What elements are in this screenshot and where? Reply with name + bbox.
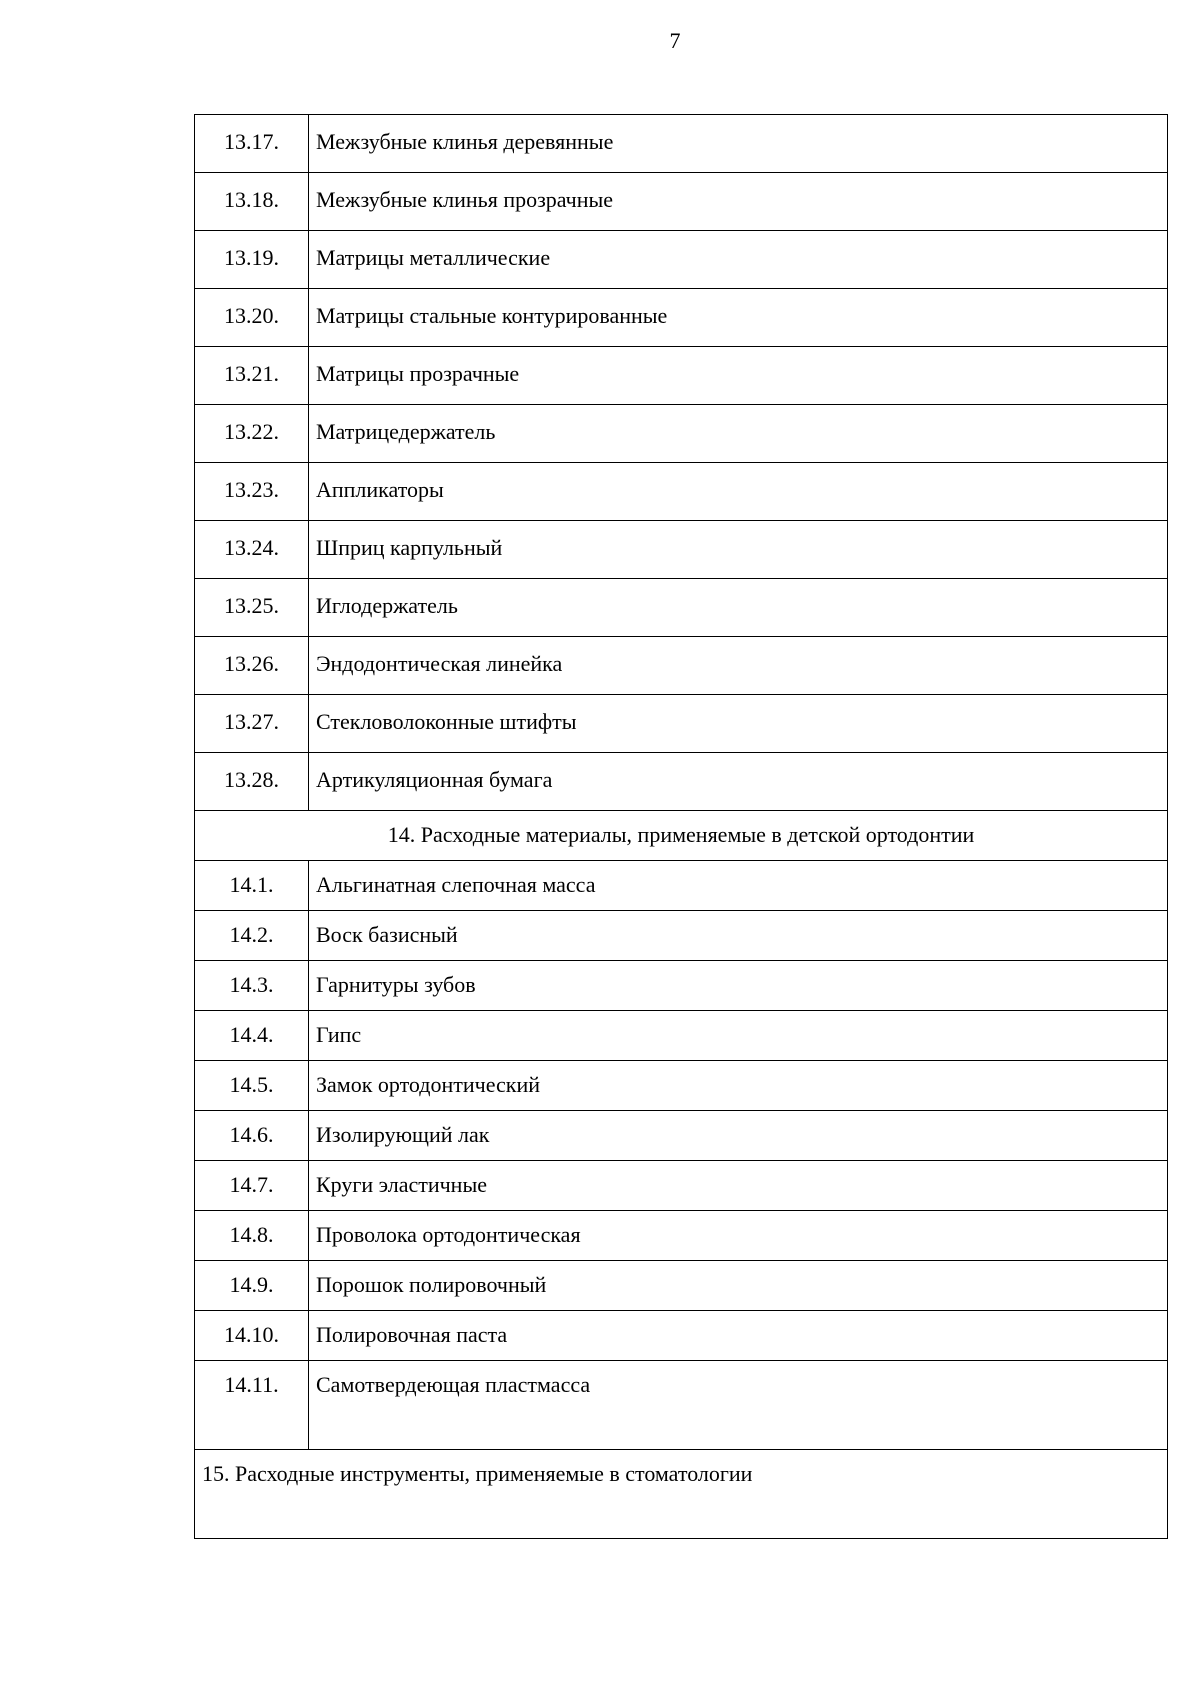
item-number: 13.27. bbox=[195, 695, 309, 753]
item-number: 14.4. bbox=[195, 1011, 309, 1061]
table-row bbox=[195, 231, 1168, 289]
item-name: Альгинатная слепочная масса bbox=[309, 861, 1168, 911]
section-heading-row bbox=[195, 811, 1168, 861]
item-number: 13.17. bbox=[195, 115, 309, 173]
item-number: 13.19. bbox=[195, 231, 309, 289]
table-row bbox=[195, 289, 1168, 347]
table-row bbox=[195, 521, 1168, 579]
table-row bbox=[195, 173, 1168, 231]
item-number: 14.10. bbox=[195, 1311, 309, 1361]
item-name: Матрицы металлические bbox=[309, 231, 1168, 289]
table-row bbox=[195, 463, 1168, 521]
item-number: 13.21. bbox=[195, 347, 309, 405]
item-name: Самотвердеющая пластмасса bbox=[309, 1361, 1168, 1450]
page-number: 7 bbox=[669, 28, 681, 53]
table-row bbox=[195, 1261, 1168, 1311]
item-name: Межзубные клинья деревянные bbox=[309, 115, 1168, 173]
table-row bbox=[195, 1211, 1168, 1261]
item-name: Межзубные клинья прозрачные bbox=[309, 173, 1168, 231]
table-row bbox=[195, 115, 1168, 173]
table-row bbox=[195, 1011, 1168, 1061]
section-15-title: 15. Расходные инструменты, применяемые в стоматологии bbox=[195, 1450, 1168, 1539]
table-row bbox=[195, 405, 1168, 463]
item-number: 14.11. bbox=[195, 1361, 309, 1450]
table-row bbox=[195, 1111, 1168, 1161]
item-number: 13.18. bbox=[195, 173, 309, 231]
item-name: Изолирующий лак bbox=[309, 1111, 1168, 1161]
item-number: 14.3. bbox=[195, 961, 309, 1011]
item-name: Порошок полировочный bbox=[309, 1261, 1168, 1311]
item-number: 14.5. bbox=[195, 1061, 309, 1111]
table-row bbox=[195, 1361, 1168, 1450]
item-name: Матрицы прозрачные bbox=[309, 347, 1168, 405]
item-number: 14.7. bbox=[195, 1161, 309, 1211]
item-name: Замок ортодонтический bbox=[309, 1061, 1168, 1111]
table-row bbox=[195, 347, 1168, 405]
supplies-table bbox=[194, 114, 1168, 1539]
table-row bbox=[195, 1061, 1168, 1111]
table-row bbox=[195, 911, 1168, 961]
item-number: 14.2. bbox=[195, 911, 309, 961]
item-name: Круги эластичные bbox=[309, 1161, 1168, 1211]
table-row bbox=[195, 695, 1168, 753]
item-name: Матрицедержатель bbox=[309, 405, 1168, 463]
item-number: 13.23. bbox=[195, 463, 309, 521]
table-row bbox=[195, 1311, 1168, 1361]
item-name: Эндодонтическая линейка bbox=[309, 637, 1168, 695]
item-name: Гарнитуры зубов bbox=[309, 961, 1168, 1011]
item-name: Аппликаторы bbox=[309, 463, 1168, 521]
item-number: 13.24. bbox=[195, 521, 309, 579]
table-row bbox=[195, 861, 1168, 911]
item-number: 14.9. bbox=[195, 1261, 309, 1311]
item-name: Воск базисный bbox=[309, 911, 1168, 961]
section-14-title: 14. Расходные материалы, применяемые в детской ортодонтии bbox=[195, 811, 1168, 861]
item-name: Стекловолоконные штифты bbox=[309, 695, 1168, 753]
item-name: Шприц карпульный bbox=[309, 521, 1168, 579]
item-number: 13.20. bbox=[195, 289, 309, 347]
item-name: Артикуляционная бумага bbox=[309, 753, 1168, 811]
item-number: 13.25. bbox=[195, 579, 309, 637]
item-name: Иглодержатель bbox=[309, 579, 1168, 637]
item-number: 13.26. bbox=[195, 637, 309, 695]
item-number: 14.8. bbox=[195, 1211, 309, 1261]
item-name: Полировочная паста bbox=[309, 1311, 1168, 1361]
item-number: 14.1. bbox=[195, 861, 309, 911]
item-number: 13.28. bbox=[195, 753, 309, 811]
table-row bbox=[195, 579, 1168, 637]
table-row bbox=[195, 753, 1168, 811]
section-heading-row bbox=[195, 1450, 1168, 1539]
item-name: Гипс bbox=[309, 1011, 1168, 1061]
table-row bbox=[195, 961, 1168, 1011]
item-number: 14.6. bbox=[195, 1111, 309, 1161]
item-name: Матрицы стальные контурированные bbox=[309, 289, 1168, 347]
table-row bbox=[195, 637, 1168, 695]
table-row bbox=[195, 1161, 1168, 1211]
item-name: Проволока ортодонтическая bbox=[309, 1211, 1168, 1261]
item-number: 13.22. bbox=[195, 405, 309, 463]
